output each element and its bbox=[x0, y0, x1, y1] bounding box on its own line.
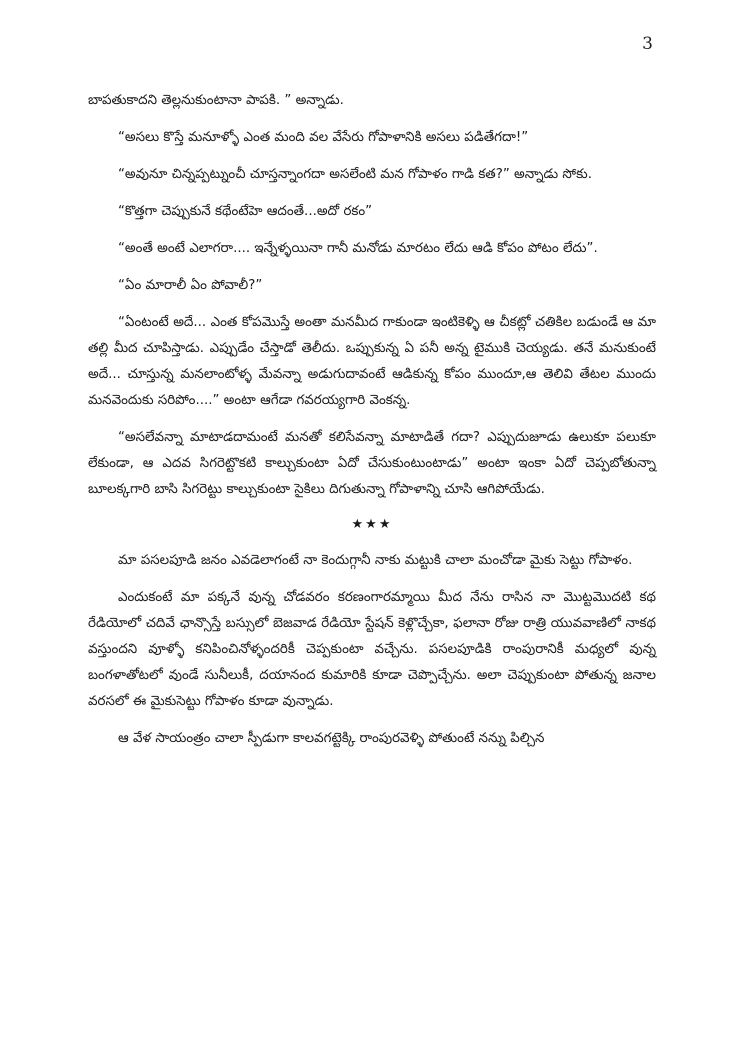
paragraph-7: “అసలేవన్నా మాటాడదామంటే మనతో కలిసేవన్నా మాటాడితే గదా? ఎప్పుదుజూడు ఉలుకూ పలుకూ లేకుండా, ఆ ఎదవ సిగరెట్టొకటి కాల్చుకుంటా ఏదో చేసుకుంటుంటాడు” అంటా ఇంకా ఏదో చెప్పబోతున్నా బూలక్కగారి బాసి సిగరెట్టు కాల్చుకుంటా సైకిలు దిగుతున్నా గోపాళాన్ని చూసి ఆగిపోయేడు. bbox=[88, 430, 656, 497]
paragraph-6: “ఏంటంటే అదే... ఎంత కోపమొస్తే అంతా మనమీద గాకుండా ఇంటికెళ్ళి ఆ చీకట్లో చతికిల బడుండే ఆ మా తల్లి మీద చూపిస్తాడు. ఎప్పుడేం చేస్తాడో తెలీదు. ఒప్పుకున్న ఏ పనీ అన్న టైముకి చెయ్యడు. తనే మనుకుంటే అదే... చూస్తున్న మనలాంటోళ్ళ మేవన్నా అడుగుదావంటే ఆడికున్న కోపం ముందూ,ఆ తెలివి తేటల ముందు మనవెందుకు సరిపోం....” అంటా ఆగేడా గవరయ్యగారి వెంకన్న. bbox=[88, 315, 656, 408]
paragraph-8: మా పసలపూడి జనం ఎవడెలాగంటే నా కెందుగ్గానీ నాకు మట్టుకి చాలా మంచోడా మైకు సెట్టు గోపాళం. bbox=[118, 553, 633, 568]
paragraph-2: “అవునూ చిన్నప్పట్నుంచీ చూస్తన్నాంగదా అసలేంటి మన గోపాళం గాడి కత?” అన్నాడు సోకు. bbox=[118, 167, 592, 182]
paragraph-0: బాపతుకాదని తెల్లనుకుంటానా పాపకి. ” అన్నాడు. bbox=[88, 93, 344, 108]
page-number: 3 bbox=[642, 34, 653, 54]
paragraph-9: ఎందుకంటే మా పక్కనే వున్న చోడవరం కరణంగారమ్మాయి మీద నేను రాసిన నా మొట్టమొదటి కథ రేడియోలో చదివే ఛాన్సొస్తే బస్సులో బెజవాడ రేడియో స్టేషన్ కెళ్లొచ్చేకా, ఫలానా రోజు రాత్రి యువవాణిలో నాకథ వస్తుందని వూళ్ళో కనిపించినోళ్ళందరికీ చెప్పకుంటా వచ్చేను. పసలపూడికి రాంపురానికీ మధ్యలో వున్న బంగళాతోటలో వుండే సునీలుకీ, దయానంద కుమారికి కూడా చెప్పొచ్చేను. అలా చెప్పుకుంటా పోతున్న జనాల వరసలో ఈ మైకుసెట్టు గోపాళం కూడా వున్నాడు. bbox=[88, 590, 656, 709]
section-separator: ★★★ bbox=[351, 517, 393, 532]
paragraph-4: “అంతే అంటే ఎలాగరా.... ఇన్నేళ్ళయినా గానీ మనోడు మారటం లేదు ఆడి కోపం పోటం లేదు”. bbox=[118, 241, 598, 256]
paragraph-5: “ఏం మారాలీ ఏం పోవాలీ?” bbox=[118, 278, 263, 293]
paragraph-10: ఆ వేళ సాయంత్రం చాలా స్పీడుగా కాలవగట్టెక్కి రాంపురవెళ్ళి పోతుంటే నన్ను పిల్చిన bbox=[118, 731, 545, 746]
paragraph-1: “అసలు కొస్తే మనూళ్ళో ఎంత మంది వల వేసేరు గోపాళానికి అసలు పడితేగదా!” bbox=[118, 130, 529, 145]
paragraph-3: “కొత్తగా చెప్పుకునే కథేంటేహె ఆదంతే...అదో రకం” bbox=[118, 204, 373, 219]
document-body bbox=[88, 88, 656, 763]
